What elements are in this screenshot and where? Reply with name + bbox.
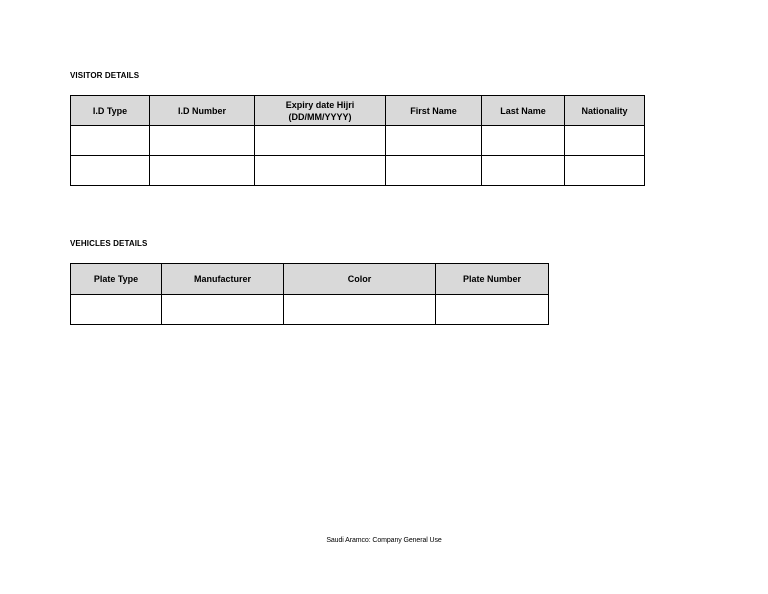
header-expiry-line1: Expiry date Hijri bbox=[285, 99, 355, 110]
header-expiry-date bbox=[255, 96, 386, 126]
visitor-row-2-first-name-cell[interactable] bbox=[386, 156, 482, 186]
visitor-row-1-id-type-cell[interactable] bbox=[71, 126, 150, 156]
visitor-header-row bbox=[71, 96, 645, 126]
vehicle-row-1-manufacturer-cell[interactable] bbox=[162, 295, 284, 325]
footer-classification: Saudi Aramco: Company General Use bbox=[326, 537, 442, 544]
vehicle-row-1-plate-number-cell[interactable] bbox=[436, 295, 549, 325]
header-id-type: I.D Type bbox=[71, 96, 150, 126]
visitor-row-1-nationality-cell[interactable] bbox=[565, 126, 645, 156]
header-last-name: Last Name bbox=[482, 96, 565, 126]
header-color: Color bbox=[284, 264, 436, 295]
vehicle-row-1 bbox=[71, 295, 549, 325]
header-plate-type: Plate Type bbox=[71, 264, 162, 295]
vehicle-header-row bbox=[71, 264, 549, 295]
header-expiry-line2: (DD/MM/YYYY) bbox=[288, 111, 352, 122]
header-manufacturer: Manufacturer bbox=[162, 264, 284, 295]
vehicles-details-heading: VEHICLES DETAILS bbox=[70, 239, 148, 248]
header-nationality: Nationality bbox=[565, 96, 645, 126]
vehicle-row-1-color-cell[interactable] bbox=[284, 295, 436, 325]
visitor-row-2-id-type-cell[interactable] bbox=[71, 156, 150, 186]
visitor-details-heading: VISITOR DETAILS bbox=[70, 71, 140, 80]
visitor-row-2-nationality-cell[interactable] bbox=[565, 156, 645, 186]
visitor-details-table bbox=[70, 95, 645, 186]
header-plate-number: Plate Number bbox=[436, 264, 549, 295]
vehicles-details-table bbox=[70, 263, 549, 325]
visitor-row-2-id-number-cell[interactable] bbox=[150, 156, 255, 186]
visitor-row-2 bbox=[71, 156, 645, 186]
visitor-row-1-id-number-cell[interactable] bbox=[150, 126, 255, 156]
visitor-row-1 bbox=[71, 126, 645, 156]
vehicle-row-1-plate-type-cell[interactable] bbox=[71, 295, 162, 325]
header-first-name: First Name bbox=[386, 96, 482, 126]
visitor-row-1-expiry-cell[interactable] bbox=[255, 126, 386, 156]
visitor-row-1-first-name-cell[interactable] bbox=[386, 126, 482, 156]
header-id-number: I.D Number bbox=[150, 96, 255, 126]
visitor-row-2-last-name-cell[interactable] bbox=[482, 156, 565, 186]
visitor-row-1-last-name-cell[interactable] bbox=[482, 126, 565, 156]
visitor-row-2-expiry-cell[interactable] bbox=[255, 156, 386, 186]
